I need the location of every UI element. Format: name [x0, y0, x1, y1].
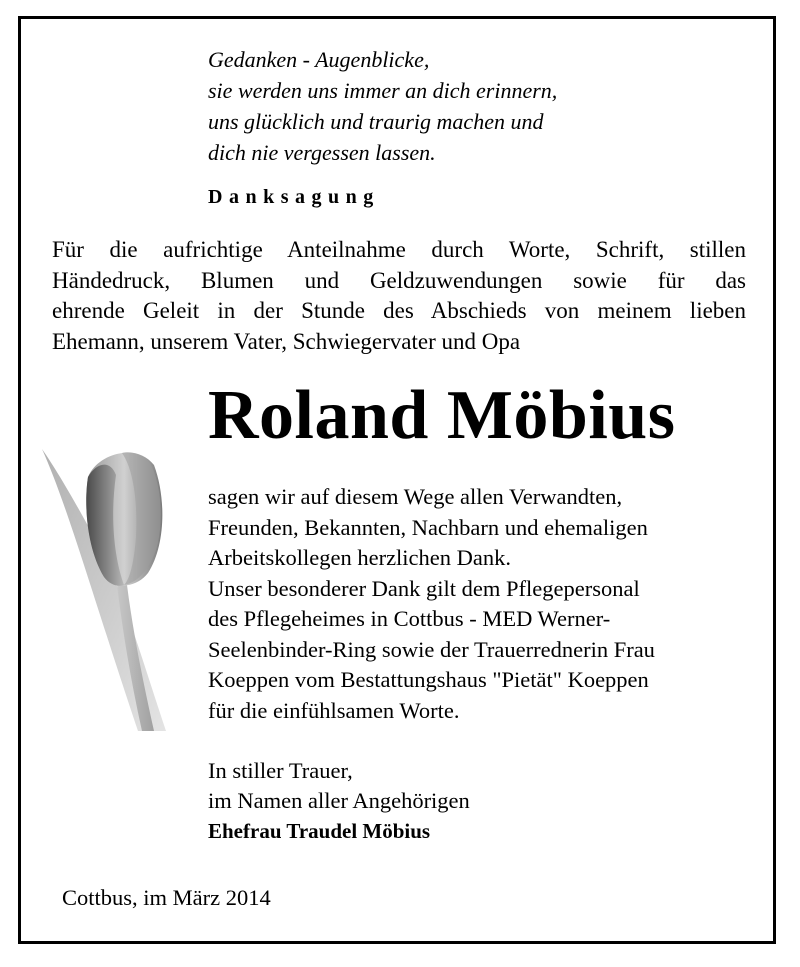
intro-line: Für die aufrichtige Anteilnahme durch Worte, Schrift, stillen — [52, 237, 746, 262]
body-line: sagen wir auf diesem Wege allen Verwandten, — [208, 484, 623, 509]
body-line: für die einfühlsamen Worte. — [208, 697, 460, 723]
intro-line: Ehemann, unserem Vater, Schwiegervater und Opa — [52, 328, 521, 354]
place-date: Cottbus, im März 2014 — [62, 885, 271, 910]
poem — [208, 44, 557, 168]
body-paragraph — [208, 482, 655, 726]
poem-line: Gedanken - Augenblicke, — [208, 47, 430, 72]
intro-line: Händedruck, Blumen und Geldzuwendungen sowie für das — [52, 267, 746, 293]
tulip-icon — [38, 447, 170, 731]
closing-block — [208, 756, 470, 846]
intro-line: ehrende Geleit in der Stunde des Abschieds von meinem lieben — [52, 298, 746, 323]
poem-line: dich nie vergessen lassen. — [208, 140, 436, 165]
closing-line-mourning: In stiller Trauer, — [208, 758, 353, 783]
body-line: Unser besonderer Dank gilt dem Pflegepersonal — [208, 575, 640, 601]
poem-line: uns glücklich und traurig machen und — [208, 109, 544, 134]
body-line: Freunden, Bekannten, Nachbarn und ehemaligen — [208, 514, 648, 540]
body-line: Arbeitskollegen herzlichen Dank. — [208, 545, 512, 570]
body-line: des Pflegeheimes in Cottbus - MED Werner- — [208, 606, 611, 631]
closing-line-relatives: im Namen aller Angehörigen — [208, 788, 470, 813]
body-line: Seelenbinder-Ring sowie der Trauerrednerin Frau — [208, 636, 655, 662]
poem-line: sie werden uns immer an dich erinnern, — [208, 78, 558, 103]
deceased-name: Roland Möbius — [208, 377, 676, 454]
intro-paragraph — [52, 235, 746, 357]
body-line: Koeppen vom Bestattungshaus "Pietät" Koeppen — [208, 667, 649, 692]
signature: Ehefrau Traudel Möbius — [208, 819, 431, 843]
heading-danksagung: Danksagung — [208, 186, 380, 208]
